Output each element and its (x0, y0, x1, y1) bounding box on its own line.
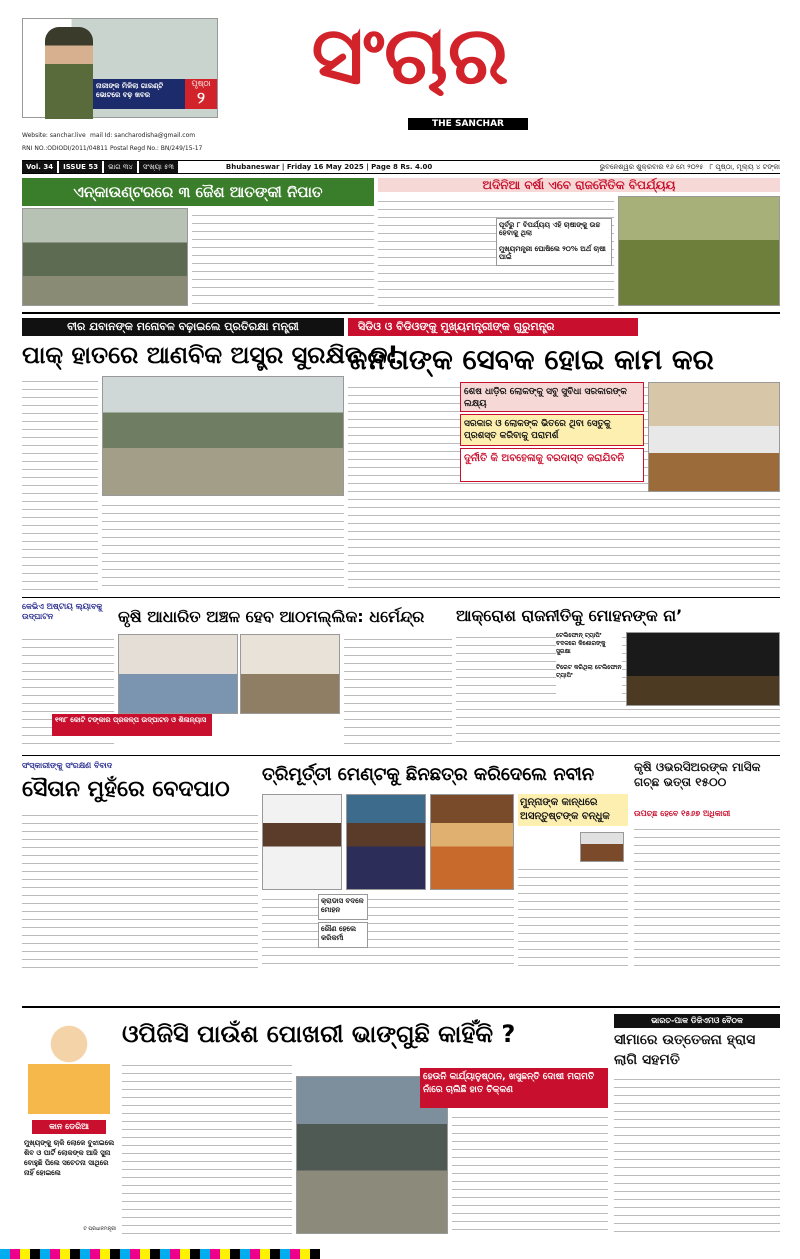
part-label: ଭାଗ ୩୪ (104, 161, 137, 173)
story-rain[interactable] (378, 178, 780, 308)
politics-bullet-1: ଟେଲିଫୋନ୍ ଟ୍ୟାପିଂ ବଦଳରେ କିଶୋରଙ୍କୁ ସୁରକ୍ଷା (556, 632, 606, 655)
encounter-photo[interactable] (22, 208, 188, 306)
story-cm-headline: ଜନତାଙ୍କ ସେବକ ହୋଇ କାମ କର (348, 343, 714, 376)
promo-text: ନାରୀଙ୍କ ମିଳିଲା ଗାରଣ୍ଟି ଭୋଟରେ ବଢ଼ ଖବର (93, 79, 185, 109)
number-label: ସଂଖ୍ୟା ୫୩ (139, 161, 178, 173)
story-border-kicker: ଭାରତ-ପାକ ଡିଜିଏମଓ ବୈଠକ (614, 1014, 780, 1028)
story-overseer-sub: ଉପଚ୍ଛ ହେବେ ୧୫୬୭ ଅଧିକାରୀ (634, 809, 731, 818)
portrait-1[interactable] (262, 794, 342, 890)
cartoon-column[interactable] (22, 1014, 116, 1236)
story-opgc-headline: ଓପିଜିସି ପାଉଁଶ ପୋଖରୀ ଭାଙ୍ଗୁଛି କାହିଁକି ? (122, 1020, 516, 1048)
odia-price: ୮ ପୃଷ୍ଠା, ମୂଲ୍ୟ ୪ ଟଙ୍କା (709, 162, 780, 171)
story-overseer-headline: କୃଷି ଓଭରସିଅରଙ୍କ ମାସିକ ଗଚ୍ଛ ଭତ୍ତା ୧୫୦୦ (634, 760, 761, 789)
promo-page-number: ୨ (197, 88, 205, 107)
story-naveen-headline: ତ୍ରିମୂର୍ତ୍ତୀ ମେଣ୍ଟକୁ ଛିନଛତ୍ର କରିଦେଲେ ନବୀନ (262, 764, 595, 785)
story-naveen-body (262, 894, 514, 970)
story-satan-body (22, 810, 258, 970)
story-politics[interactable] (456, 602, 780, 750)
masthead-title: ସଂଚାର (311, 9, 509, 102)
naveen-bullet-2: ରୌଣ ହେଲେ କରିକର୍ମୀ (318, 922, 368, 948)
story-border-headline: ସୀମାରେ ଉତ୍ତେଜନା ହ୍ରାସ ଲାଗି ସହମତି (614, 1032, 756, 1068)
story-overseer-body (634, 824, 780, 970)
students-photo[interactable] (118, 634, 238, 714)
story-defence-body-right (102, 500, 344, 591)
story-encounter-body (192, 210, 374, 306)
story-agri-headline: କୃଷି ଆଧାରିତ ଅଞ୍ଚଳ ହେବ ଆଠମଲ୍ଲିକ: ଧର୍ମେନ୍ଦ୍ର (118, 607, 425, 626)
story-border-body (614, 1074, 780, 1234)
story-naveen-side-head: ମୁନ୍ନାଙ୍କ କାନ୍ଧରେ ଅସନ୍ତୁଷ୍ଟଙ୍କ ବନ୍ଧୁକ (518, 794, 628, 826)
divider (22, 312, 780, 314)
odia-date: ଭୁବନେଶ୍ୱର ଶୁକ୍ରବାର ୧୬ ମେ ୨୦୨୫ (599, 162, 704, 171)
divider (22, 597, 780, 598)
story-defence[interactable] (22, 318, 399, 593)
story-encounter[interactable] (22, 178, 374, 308)
info-bar (22, 160, 780, 174)
story-opgc[interactable] (122, 1014, 608, 1236)
studio-photo[interactable] (626, 632, 780, 706)
website-text[interactable]: Website: sanchar.live (22, 132, 86, 139)
side-portrait[interactable] (580, 832, 624, 862)
story-rain-bullets (496, 218, 612, 266)
issue-label: ISSUE 53 (59, 161, 102, 173)
paddy-photo[interactable] (618, 196, 780, 306)
soldier-figure (45, 27, 93, 119)
politics-bullet-2: ଟିରେଟ କରିଥିଲା ଟେଲିଫୋନ ଟ୍ୟାପିଂ (556, 664, 622, 679)
story-defence-headline: ପାକ୍ ହାତରେ ଆଣବିକ ଅସ୍ତ୍ର ସୁରକ୍ଷିତ ତ! (22, 341, 399, 369)
rain-bullet-2: ମୁଖ୍ୟମନ୍ତ୍ରୀ ଘୋଷିଲେ ୨୦% ଅର୍ଥ ଚାଷୀ ପାଇଁ (499, 245, 606, 261)
dateline: Bhubaneswar | Friday 16 May 2025 | Page 8 Rs. 4.00 (225, 163, 433, 171)
cartoon-text: ମୁଖ୍ୟଙ୍କୁ ଚାକି ଲୋକେ ବୁଝାଇଲେ ଶିବ ଓ ପାର୍ଟି ଲୋକଙ୍କ ଆଜି ସୁନା ବୋହୁଛି ପିଲେ ସଚେତନା ସାଥିରେ ନାହିଁ ହୋଇଲେ (24, 1139, 115, 1177)
rni-text: RNI NO.:ODIODI/2011/04811 (22, 145, 108, 152)
portrait-2[interactable] (346, 794, 426, 890)
rain-bullet-1: ପୂର୍ବରୁ ୮ ବିପର୍ଯ୍ୟୟ ଏହି ଚାଷୀଙ୍କୁ ଉଚ୍ଚ ହେବାକୁ ଥିଲା (499, 221, 601, 237)
masthead (0, 0, 800, 158)
helicopter-photo[interactable] (102, 376, 344, 496)
story-rain-headline: ଅଦିନିଆ ବର୍ଷା ଏବେ ରାଜନୈତିକ ବିପର୍ଯ୍ୟୟ (378, 178, 780, 192)
story-defence-body-left (22, 376, 98, 591)
story-agri[interactable] (22, 602, 452, 750)
divider (22, 1006, 780, 1008)
cm-quote-3: ଦୁର୍ନୀତି କି ଅବହେଳାକୁ ବରଦାସ୍ତ କରାଯିବନି (460, 448, 644, 482)
divider (22, 755, 780, 756)
story-satan-headline: ସୈତାନ ମୁହଁରେ ବେଦପାଠ (22, 777, 230, 802)
story-opgc-quote: ହେଉନି କାର୍ଯ୍ୟାନୁଷ୍ଠାନ, ଖସୁଛନ୍ତି ଦୋଷୀ ମରାମତି ନାଁରେ ଚାଲିଛି ହାତ ଚିକ୍କଣ (420, 1068, 608, 1108)
promo-page-label: ପୃଷ୍ଠା (191, 79, 211, 88)
politics-bullets (556, 632, 622, 694)
story-naveen[interactable] (262, 760, 628, 972)
naveen-bullet-1: କ୍ରାଡାସ ବଦଳେ ମୋହନ (318, 894, 368, 920)
cartoon-sign: ଟ ପ୍ରଧାନମନ୍ତ୍ରୀ (83, 1226, 116, 1232)
story-satan[interactable] (22, 760, 258, 972)
masthead-subtitle: THE SANCHAR (408, 118, 528, 130)
story-cm[interactable] (348, 318, 780, 593)
story-agri-kicker: କେଭିଏ ଅଷ୍ଟାୟ ଲ୍ୟାବକୁ ଉଦ୍‌ଘାଟନ (22, 602, 103, 621)
story-satan-kicker: ସଂସ୍କାରୀଙ୍କୁ ସଂରକ୍ଷଣ ବିବାଦ (22, 761, 113, 770)
meeting-photo[interactable] (240, 634, 340, 714)
postal-text: Postal Regd No.: BN/249/15-17 (110, 145, 203, 152)
promo-page-badge[interactable] (185, 79, 217, 109)
story-agri-caption: ୧୩୮ କୋଟି ଟଙ୍କାର ପ୍ରକଳ୍ପ ଉଦ୍‌ଘାଟନ ଓ ଶିଳାନ୍ୟାସ (52, 714, 212, 736)
story-overseer[interactable] (634, 760, 780, 972)
story-politics-headline: ଆକ୍ରୋଶ ରାଜନୀତିକୁ ମୋହନଙ୍କ ନା’ (456, 606, 683, 625)
story-opgc-body-left (122, 1060, 292, 1234)
vol-label: Vol. 34 (22, 161, 57, 173)
promo-photo[interactable] (22, 18, 218, 118)
story-agri-body-right (344, 634, 452, 748)
mail-text[interactable]: mail Id: sancharodisha@gmail.com (90, 132, 196, 139)
cm-quote-2: ସରକାର ଓ ଲୋକଙ୍କ ଭିତରେ ଥିବା ସେତୁକୁ ପ୍ରଶସ୍ତ କରିବାକୁ ପରାମର୍ଶ (460, 414, 644, 446)
story-border[interactable] (614, 1014, 780, 1236)
cm-quote-1: ଶେଷ ଧାଡ଼ିର ଲୋକଙ୍କୁ ସବୁ ସୁବିଧା ସରକାରଙ୍କ ଲକ୍ଷ୍ୟ (460, 382, 644, 412)
story-opgc-body-right (452, 1112, 608, 1234)
cm-photo[interactable] (648, 382, 780, 492)
cartoon-label: କାନ ଡେରିଆ (32, 1120, 106, 1134)
cartoon-figure (28, 1014, 110, 1114)
portrait-3[interactable] (430, 794, 514, 890)
color-registration-strip (0, 1249, 800, 1259)
story-encounter-headline: ଏନ୍‌କାଉଣ୍ଟରରେ ୩ ଜୈଶ ଆତଙ୍କୀ ନିପାତ (22, 178, 374, 206)
story-defence-kicker: ବୀର ଯବାନଙ୍କ ମନୋବଳ ବଢ଼ାଇଲେ ପ୍ରତିରକ୍ଷା ମନ୍ତ୍ରୀ (22, 318, 344, 336)
story-cm-kicker: ସିଡିଓ ଓ ବିଡିଓଙ୍କୁ ମୁଖ୍ୟମନ୍ତ୍ରୀଙ୍କ ଗୁରୁମନ୍ତ୍ର (348, 318, 638, 336)
story-naveen-side-body (518, 864, 628, 970)
